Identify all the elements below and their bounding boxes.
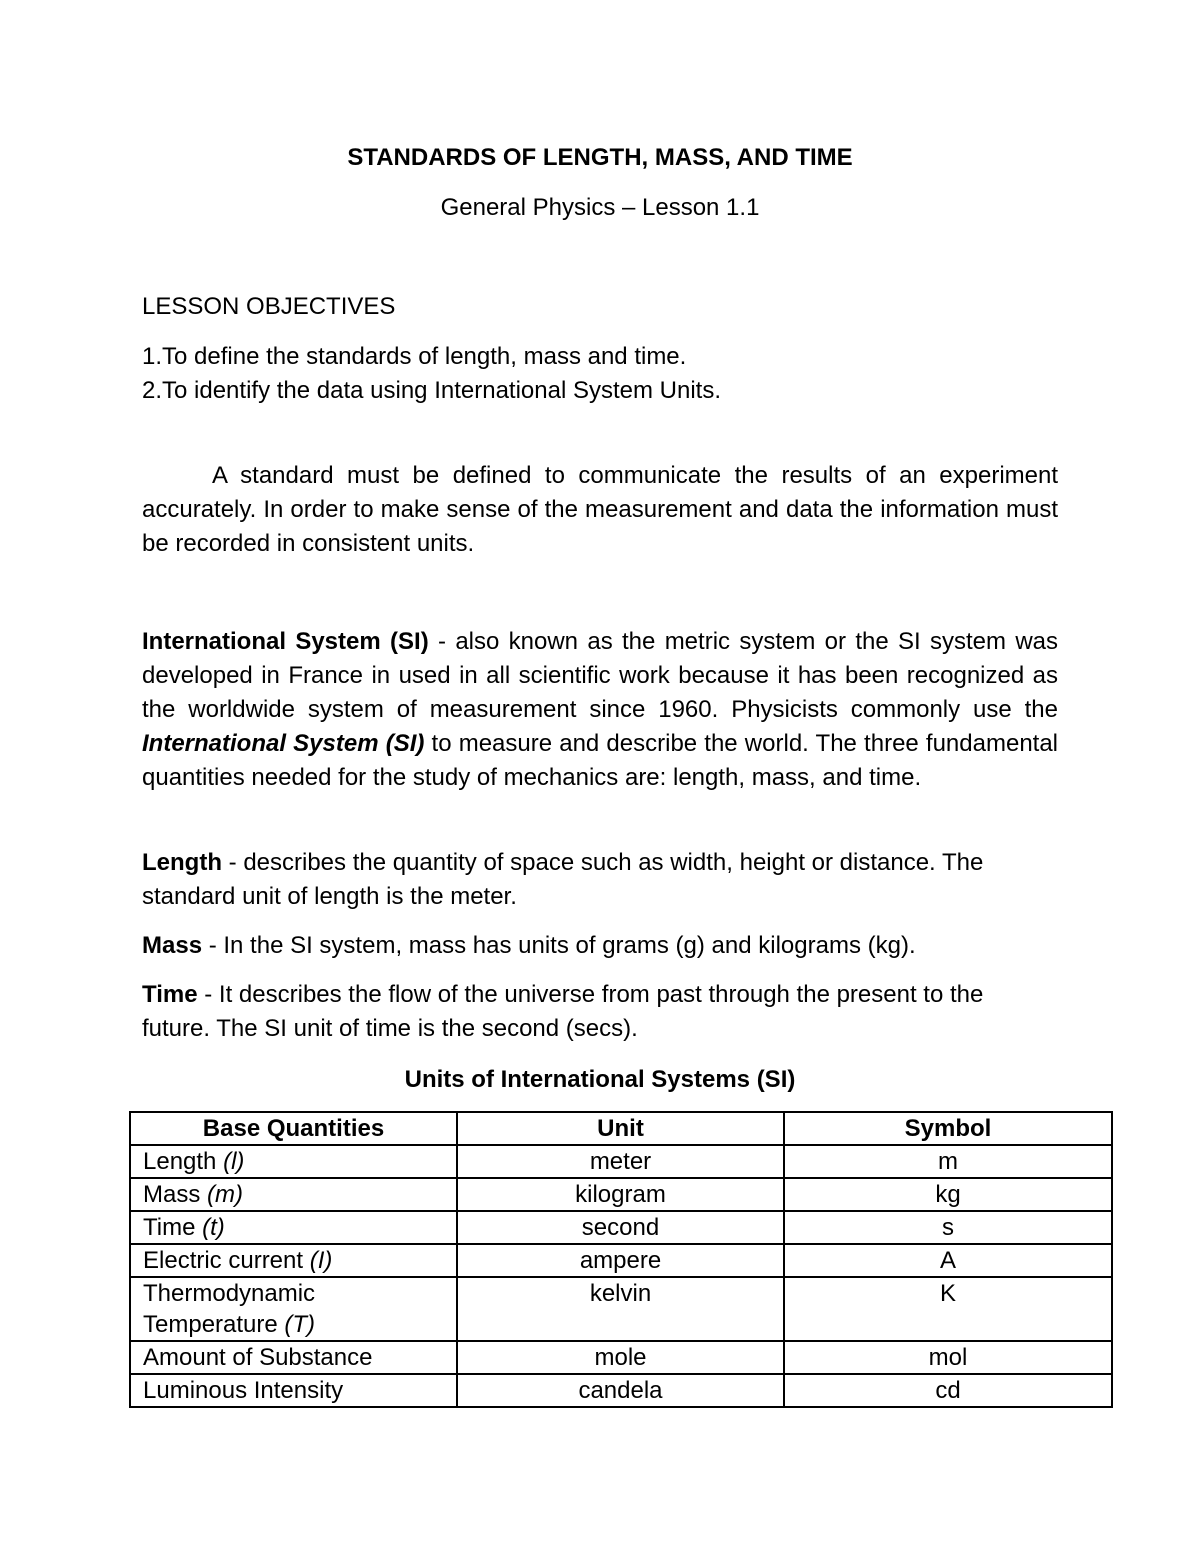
objective-item: 1.To define the standards of length, mass and time. [142, 343, 687, 370]
symbol-cell: A [784, 1244, 1112, 1277]
si-term: International System (SI) [142, 628, 429, 655]
table-row [130, 1178, 1112, 1211]
unit-cell: candela [457, 1374, 784, 1407]
quantity-variable: (T) [284, 1311, 316, 1338]
table-row [130, 1244, 1112, 1277]
quantity-cell [130, 1211, 457, 1244]
quantity-cell [130, 1374, 457, 1407]
quantity-cell [130, 1178, 457, 1211]
si-emphasis: International System (SI) [142, 730, 425, 757]
document-subtitle: General Physics – Lesson 1.1 [440, 194, 760, 221]
quantity-variable: (I) [309, 1247, 333, 1274]
symbol-cell: cd [784, 1374, 1112, 1407]
length-paragraph [142, 846, 1058, 914]
quantity-cell [130, 1244, 457, 1277]
quantity-cell [130, 1277, 457, 1341]
unit-cell: meter [457, 1145, 784, 1178]
si-text-part2: to measure and describe the world. The three fundamental quantities needed for the study of mechanics are: length, mass, and time. [142, 730, 1059, 791]
quantity-label: Length [143, 1148, 224, 1175]
length-term: Length [142, 849, 222, 876]
table-row [130, 1145, 1112, 1178]
quantity-label: Mass [143, 1181, 208, 1208]
header-symbol: Symbol [784, 1112, 1112, 1145]
header-unit: Unit [457, 1112, 784, 1145]
quantity-label: Amount of Substance [143, 1344, 373, 1371]
quantity-label: Luminous Intensity [143, 1377, 344, 1404]
objectives-heading: LESSON OBJECTIVES [142, 293, 396, 320]
length-text: - describes the quantity of space such as width, height or distance. The standard unit of length is the meter. [142, 849, 984, 910]
table-title: Units of International Systems (SI) [404, 1066, 796, 1093]
unit-cell: ampere [457, 1244, 784, 1277]
quantity-variable: (l) [223, 1148, 245, 1175]
si-paragraph [142, 625, 1058, 795]
mass-paragraph [142, 929, 1058, 963]
quantity-label: Thermodynamic Temperature [143, 1280, 316, 1338]
table-row [130, 1277, 1112, 1341]
si-units-table [129, 1111, 1113, 1408]
symbol-cell: kg [784, 1178, 1112, 1211]
time-text: - It describes the flow of the universe from past through the present to the future. The SI unit of time is the second (secs). [142, 981, 984, 1042]
table-row [130, 1211, 1112, 1244]
quantity-variable: (t) [202, 1214, 225, 1241]
quantity-cell [130, 1341, 457, 1374]
unit-cell: kelvin [457, 1277, 784, 1341]
quantity-label: Time [143, 1214, 203, 1241]
symbol-cell: K [784, 1277, 1112, 1341]
si-text-part1: - also known as the metric system or the SI system was developed in France in used in all scientific work because it has been recognized as the worldwide system of measurement since 1960. Physicists commonly use the [142, 628, 1058, 723]
header-base-quantities: Base Quantities [130, 1112, 457, 1145]
time-paragraph [142, 978, 1042, 1046]
quantity-cell [130, 1145, 457, 1178]
symbol-cell: m [784, 1145, 1112, 1178]
unit-cell: kilogram [457, 1178, 784, 1211]
intro-paragraph: A standard must be defined to communicate the results of an experiment accurately. In order to make sense of the measurement and data the information must be recorded in consistent units. [142, 462, 1058, 557]
mass-term: Mass [142, 932, 203, 959]
unit-cell: second [457, 1211, 784, 1244]
table-row [130, 1374, 1112, 1407]
mass-text: - In the SI system, mass has units of grams (g) and kilograms (kg). [202, 932, 916, 959]
objectives-list [142, 340, 721, 408]
objective-item: 2.To identify the data using International System Units. [142, 377, 721, 404]
time-term: Time [142, 981, 198, 1008]
symbol-cell: mol [784, 1341, 1112, 1374]
document-title: STANDARDS OF LENGTH, MASS, AND TIME [347, 144, 853, 171]
quantity-label: Electric current [143, 1247, 310, 1274]
table-header-row [130, 1112, 1112, 1145]
unit-cell: mole [457, 1341, 784, 1374]
quantity-variable: (m) [207, 1181, 243, 1208]
table-row [130, 1341, 1112, 1374]
symbol-cell: s [784, 1211, 1112, 1244]
